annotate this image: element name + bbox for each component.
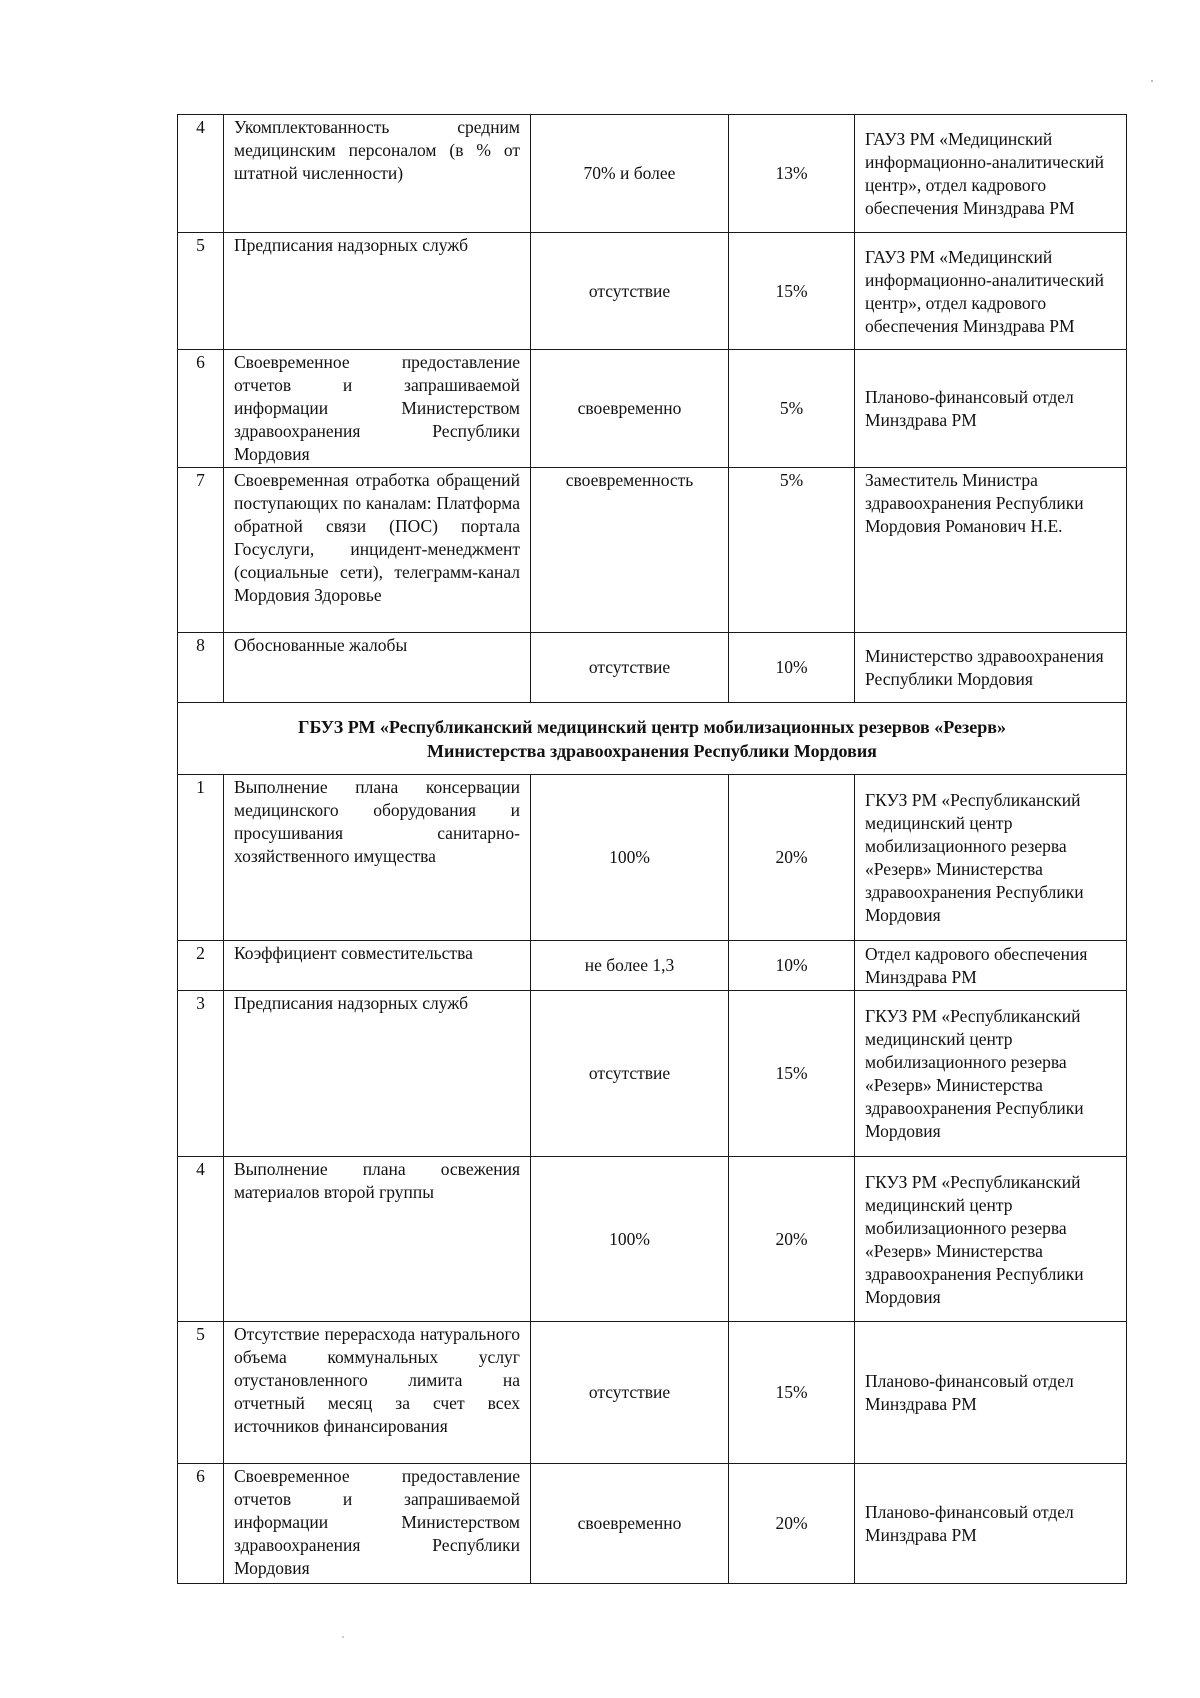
scan-speck [342, 1636, 344, 1638]
indicator-name: Предписания надзорных служб [224, 233, 531, 350]
table-row [178, 775, 1127, 941]
weight-value: 15% [729, 991, 855, 1157]
responsible-party: Планово-финансовый отдел Минздрава РМ [855, 350, 1127, 468]
section-title-line1: ГБУЗ РМ «Республиканский медицинский центр мобилизационных резервов «Резерв» [298, 716, 1006, 737]
responsible-party: Планово-финансовый отдел Минздрава РМ [855, 1322, 1127, 1464]
row-number: 4 [178, 115, 224, 233]
indicator-name: Своевременное предоставление отчетов и запрашиваемой информации Министерством здравоохранения Республики Мордовия [224, 1464, 531, 1584]
row-number: 5 [178, 233, 224, 350]
target-value: отсутствие [531, 1322, 729, 1464]
weight-value: 10% [729, 941, 855, 991]
section-header-row [178, 703, 1127, 775]
row-number: 6 [178, 350, 224, 468]
table-row [178, 941, 1127, 991]
weight-value: 5% [729, 350, 855, 468]
row-number: 8 [178, 633, 224, 703]
indicator-name: Выполнение плана освежения материалов второй группы [224, 1157, 531, 1322]
table-row [178, 1157, 1127, 1322]
table-row [178, 1322, 1127, 1464]
section-header [178, 703, 1127, 775]
indicator-name: Своевременное предоставление отчетов и запрашиваемой информации Министерством здравоохранения Республики Мордовия [224, 350, 531, 468]
target-value: своевременность [531, 468, 729, 633]
responsible-party: ГКУЗ РМ «Республиканский медицинский центр мобилизационного резерва «Резерв» Министерства здравоохранения Республики Мордовия [855, 991, 1127, 1157]
row-number: 4 [178, 1157, 224, 1322]
indicator-name: Коэффициент совместительства [224, 941, 531, 991]
row-number: 7 [178, 468, 224, 633]
section-title-line2: Министерства здравоохранения Республики Мордовия [427, 740, 877, 761]
row-number: 3 [178, 991, 224, 1157]
weight-value: 20% [729, 1464, 855, 1584]
table-row [178, 350, 1127, 468]
responsible-party: ГАУЗ РМ «Медицинский информационно-аналитический центр», отдел кадрового обеспечения Минздрава РМ [855, 233, 1127, 350]
weight-value: 20% [729, 1157, 855, 1322]
weight-value: 15% [729, 1322, 855, 1464]
table-row [178, 468, 1127, 633]
weight-value: 13% [729, 115, 855, 233]
table-row [178, 115, 1127, 233]
target-value: своевременно [531, 350, 729, 468]
table-row [178, 633, 1127, 703]
row-number: 2 [178, 941, 224, 991]
indicator-name: Предписания надзорных служб [224, 991, 531, 1157]
row-number: 5 [178, 1322, 224, 1464]
responsible-party: ГКУЗ РМ «Республиканский медицинский центр мобилизационного резерва «Резерв» Министерства здравоохранения Республики Мордовия [855, 775, 1127, 941]
table-row [178, 233, 1127, 350]
responsible-party: Министерство здравоохранения Республики Мордовия [855, 633, 1127, 703]
indicator-name: Своевременная отработка обращений поступающих по каналам: Платформа обратной связи (ПОС) портала Госуслуги, инцидент-менеджмент (социальные сети), телеграмм-канал Мордовия Здоровье [224, 468, 531, 633]
indicators-table [177, 114, 1127, 1584]
responsible-party: Заместитель Министра здравоохранения Республики Мордовия Романович Н.Е. [855, 468, 1127, 633]
table-row [178, 991, 1127, 1157]
weight-value: 15% [729, 233, 855, 350]
row-number: 1 [178, 775, 224, 941]
table-row [178, 1464, 1127, 1584]
indicator-name: Выполнение плана консервации медицинского оборудования и просушивания санитарно-хозяйственного имущества [224, 775, 531, 941]
responsible-party: ГАУЗ РМ «Медицинский информационно-аналитический центр», отдел кадрового обеспечения Минздрава РМ [855, 115, 1127, 233]
target-value: не более 1,3 [531, 941, 729, 991]
indicator-name: Обоснованные жалобы [224, 633, 531, 703]
target-value: 100% [531, 1157, 729, 1322]
responsible-party: Отдел кадрового обеспечения Минздрава РМ [855, 941, 1127, 991]
row-number: 6 [178, 1464, 224, 1584]
responsible-party: Планово-финансовый отдел Минздрава РМ [855, 1464, 1127, 1584]
weight-value: 5% [729, 468, 855, 633]
target-value: отсутствие [531, 633, 729, 703]
responsible-party: ГКУЗ РМ «Республиканский медицинский центр мобилизационного резерва «Резерв» Министерства здравоохранения Республики Мордовия [855, 1157, 1127, 1322]
indicator-name: Отсутствие перерасхода натурального объема коммунальных услуг отустановленного лимита на отчетный месяц за счет всех источников финансирования [224, 1322, 531, 1464]
indicator-name: Укомплектованность средним медицинским персоналом (в % от штатной численности) [224, 115, 531, 233]
weight-value: 10% [729, 633, 855, 703]
scan-speck [1151, 80, 1153, 82]
weight-value: 20% [729, 775, 855, 941]
target-value: 100% [531, 775, 729, 941]
target-value: отсутствие [531, 991, 729, 1157]
target-value: своевременно [531, 1464, 729, 1584]
target-value: 70% и более [531, 115, 729, 233]
target-value: отсутствие [531, 233, 729, 350]
